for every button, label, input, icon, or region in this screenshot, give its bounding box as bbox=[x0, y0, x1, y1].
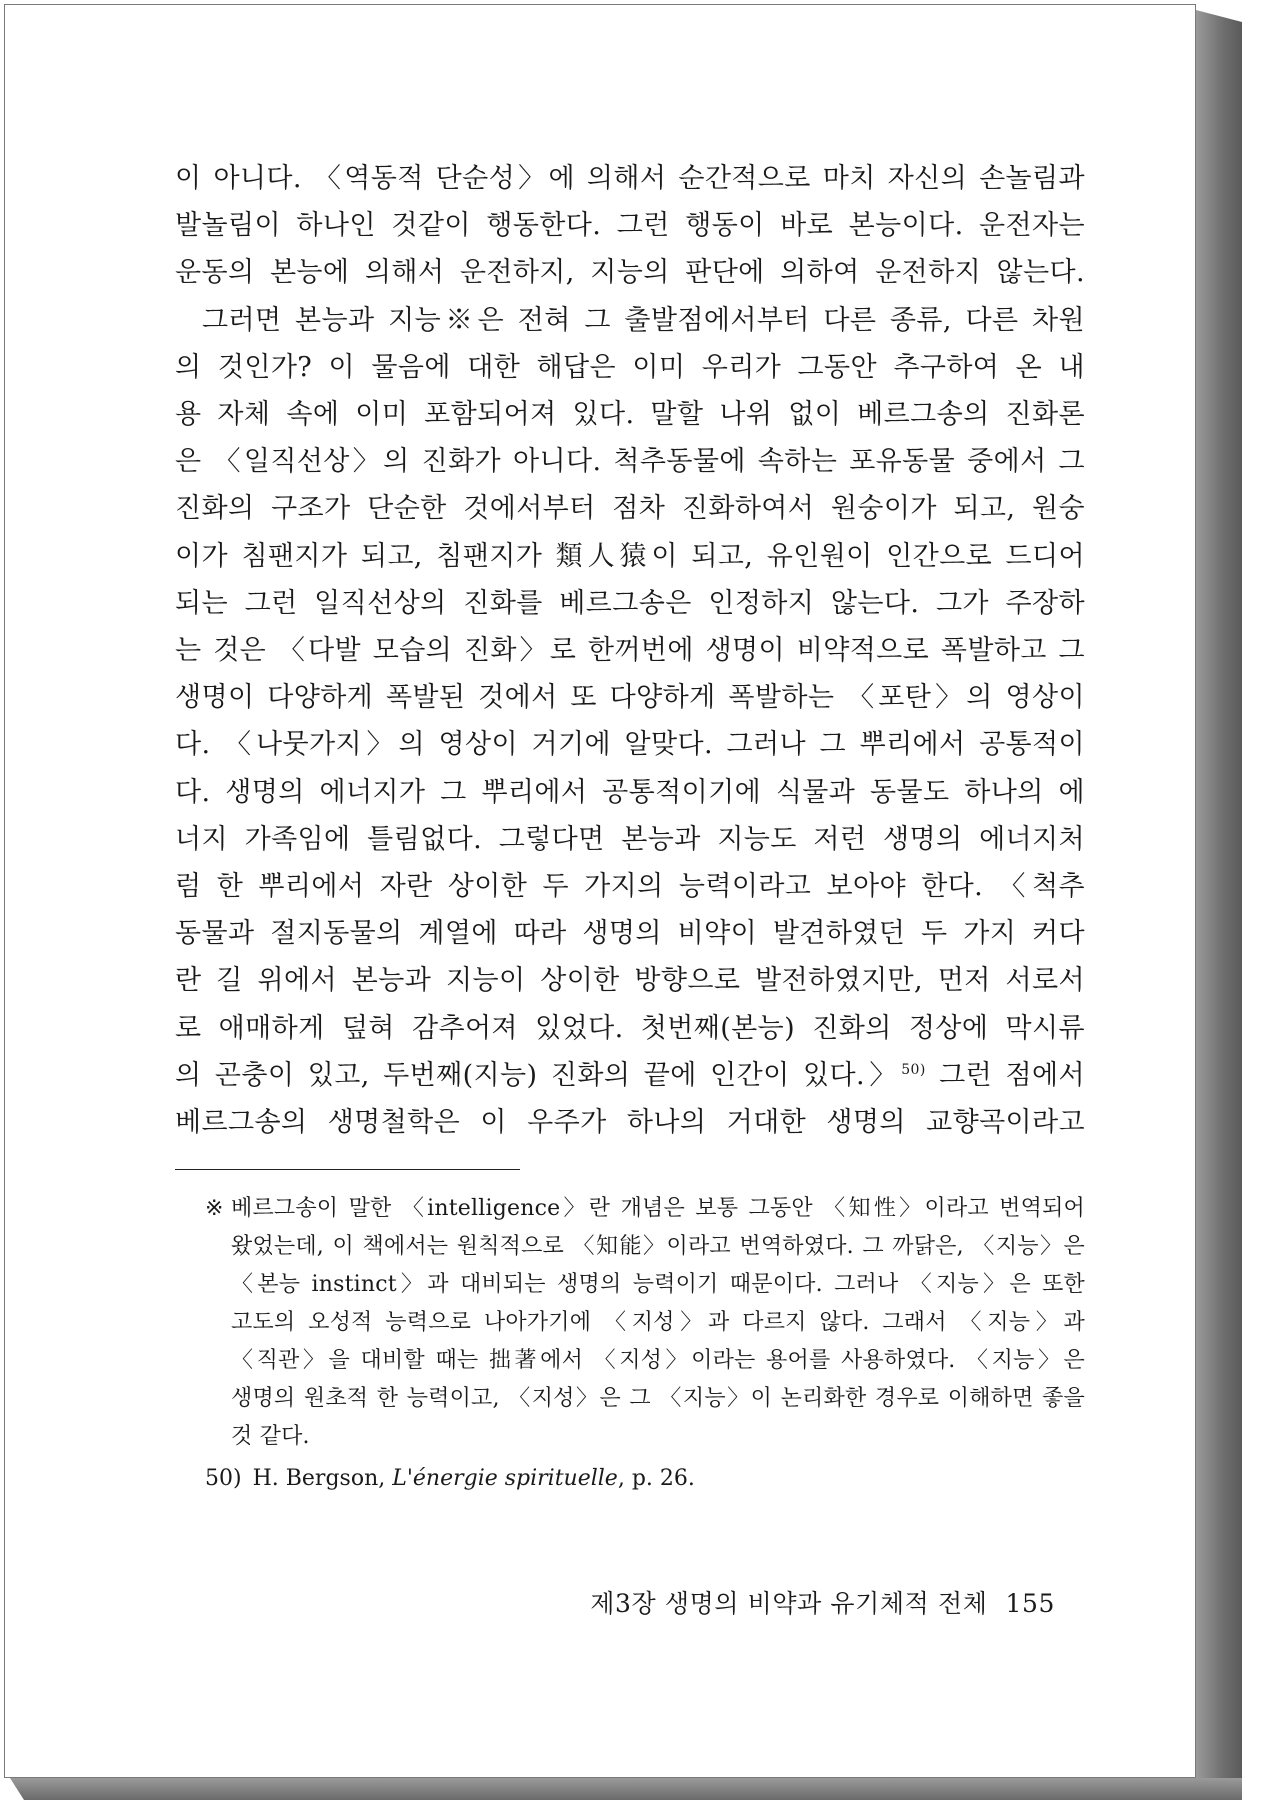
footnote-separator bbox=[175, 1169, 520, 1170]
body-line: 베르그송의 생명철학은 이 우주가 하나의 거대한 생명의 교향곡이라고 bbox=[175, 1107, 1085, 1139]
body-line-with-footnote-ref bbox=[175, 1052, 1085, 1099]
body-line: 동물과 절지동물의 계열에 따라 생명의 비약이 발견하였던 두 가지 커다 bbox=[175, 918, 1085, 950]
running-footer bbox=[590, 1584, 1055, 1620]
footnote-50 bbox=[175, 1460, 1085, 1498]
body-line: 운동의 본능에 의해서 운전하지, 지능의 판단에 의하여 운전하지 않는다. bbox=[175, 257, 1085, 289]
body-line: 다. 〈나뭇가지〉의 영상이 거기에 알맞다. 그러나 그 뿌리에서 공통적이 bbox=[175, 729, 1085, 761]
book-page bbox=[4, 4, 1196, 1778]
body-line: 의 것인가? 이 물음에 대한 해답은 이미 우리가 그동안 추구하여 온 내 bbox=[175, 351, 1085, 383]
body-line: 란 길 위에서 본능과 지능이 상이한 방향으로 발전하였지만, 먼저 서로서 bbox=[175, 965, 1085, 997]
footnotes bbox=[175, 1190, 1085, 1498]
footnote-50-number: 50) bbox=[205, 1466, 242, 1492]
footnote-star bbox=[175, 1190, 1085, 1456]
body-text bbox=[175, 155, 1085, 1146]
body-line: 용 자체 속에 이미 포함되어져 있다. 말할 나위 없이 베르그송의 진화론 bbox=[175, 399, 1085, 431]
chapter-title: 제3장 생명의 비약과 유기체적 전체 bbox=[590, 1589, 988, 1618]
footnote-star-text: 베르그송이 말한 〈intelligence〉란 개념은 보통 그동안 〈知性〉이라고 번역되어 왔었는데, 이 책에서는 원칙적으로 〈知能〉이라고 번역하였다. 그 까닭은, 〈지능〉은 〈본능 instinct〉과 대비되는 생명의 능력이기 때문이다. 그러나 〈지능〉은 또한 고도의 오성적 능력으로 나아가기에 〈지성〉과 다르지 않다. 그래서 〈지능〉과 〈직관〉을 대비할 때는 拙著에서 〈지성〉이라는 용어를 사용하였다. 〈지능〉은 생명의 원초적 한 능력이고, 〈지성〉은 그 〈지능〉이 논리화한 경우로 이해하면 좋을 것 같다. bbox=[231, 1196, 1085, 1450]
body-line: 이가 침팬지가 되고, 침팬지가 類人猿이 되고, 유인원이 인간으로 드디어 bbox=[175, 540, 1085, 572]
page-edge-bottom bbox=[10, 1778, 1242, 1800]
body-line: 이 아니다. 〈역동적 단순성〉에 의해서 순간적으로 마치 자신의 손놀림과 bbox=[175, 163, 1085, 194]
footnote-50-author: H. Bergson, bbox=[252, 1466, 386, 1492]
body-line: 되는 그런 일직선상의 진화를 베르그송은 인정하지 않는다. 그가 주장하 bbox=[175, 587, 1085, 619]
body-line: 생명이 다양하게 폭발된 것에서 또 다양하게 폭발하는 〈포탄〉의 영상이 bbox=[175, 682, 1085, 714]
reference-mark-icon: ※ bbox=[205, 1196, 224, 1222]
body-line: 너지 가족임에 틀림없다. 그렇다면 본능과 지능도 저런 생명의 에너지처 bbox=[175, 823, 1085, 855]
body-line-text: 의 곤충이 있고, 두번째(지능) 진화의 끝에 인간이 있다.〉 bbox=[175, 1059, 902, 1091]
page-content bbox=[175, 155, 1085, 1498]
body-line: 은 〈일직선상〉의 진화가 아니다. 척추동물에 속하는 포유동물 중에서 그 bbox=[175, 446, 1085, 478]
body-line: 진화의 구조가 단순한 것에서부터 점차 진화하여서 원숭이가 되고, 원숭 bbox=[175, 493, 1085, 525]
footnote-ref-50: 50) bbox=[901, 1061, 926, 1078]
page-number: 155 bbox=[1005, 1589, 1055, 1618]
body-line: 그러면 본능과 지능※은 전혀 그 출발점에서부터 다른 종류, 다른 차원 bbox=[202, 304, 1085, 336]
body-line-tail: 그런 점에서 bbox=[925, 1059, 1086, 1091]
body-line: 다. 생명의 에너지가 그 뿌리에서 공통적이기에 식물과 동물도 하나의 에 bbox=[175, 776, 1085, 808]
body-line: 발놀림이 하나인 것같이 행동한다. 그런 행동이 바로 본능이다. 운전자는 bbox=[175, 210, 1085, 242]
page-edge-right bbox=[1196, 10, 1242, 1800]
body-line: 럼 한 뿌리에서 자란 상이한 두 가지의 능력이라고 보아야 한다. 〈척추 bbox=[175, 871, 1085, 903]
body-line: 로 애매하게 덮혀 감추어져 있었다. 첫번째(본능) 진화의 정상에 막시류 bbox=[175, 1012, 1085, 1044]
footnote-50-title: L'énergie spirituelle bbox=[392, 1466, 618, 1492]
footnote-50-page: , p. 26. bbox=[617, 1466, 695, 1492]
body-line: 는 것은 〈다발 모습의 진화〉로 한꺼번에 생명이 비약적으로 폭발하고 그 bbox=[175, 635, 1085, 667]
